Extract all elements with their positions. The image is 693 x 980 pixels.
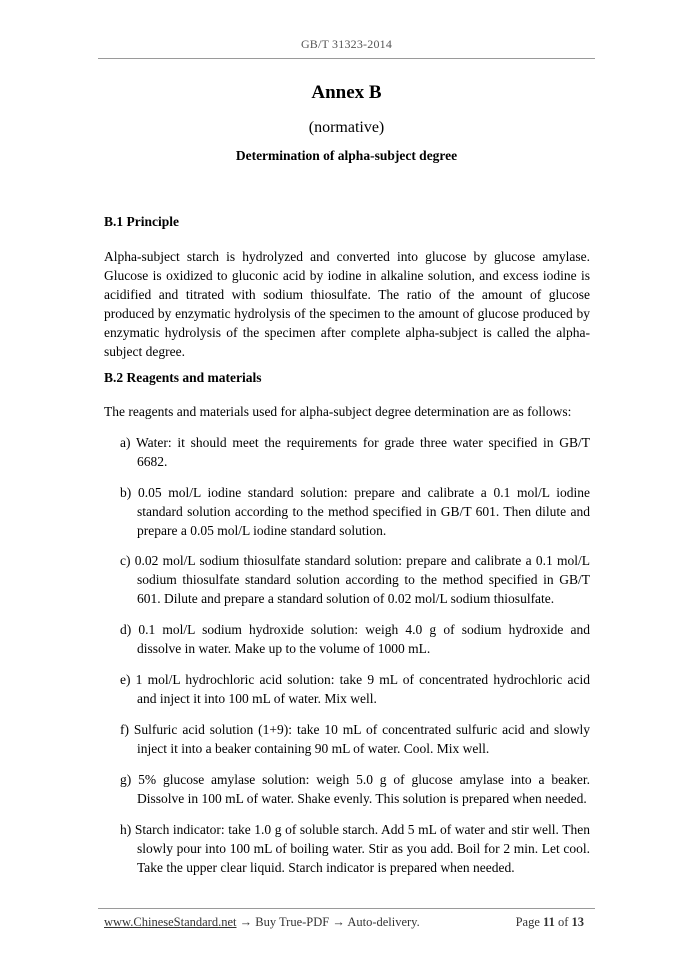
list-item-g: g) 5% glucose amylase solution: weigh 5.0 g of glucose amylase into a beaker. Dissolve in 100 mL of water. Shake evenly. This solution is prepared when needed.: [120, 772, 590, 806]
footer-divider: [98, 908, 595, 909]
list-item-d: d) 0.1 mol/L sodium hydroxide solution: weigh 4.0 g of sodium hydroxide and dissolve in water. Make up to the volume of 1000 mL.: [120, 622, 590, 656]
arrow-icon: →: [239, 915, 253, 929]
page-current: 11: [543, 915, 555, 929]
section-b1-title: B.1 Principle: [104, 214, 179, 229]
page-number: [516, 915, 584, 930]
buy-text: Buy True-PDF: [255, 915, 330, 929]
list-item-a: a) Water: it should meet the requirements for grade three water specified in GB/T 6682.: [120, 435, 590, 469]
annex-subtitle: (normative): [308, 119, 385, 136]
page-label: Page: [515, 915, 540, 929]
annex-heading: Determination of alpha-subject degree: [235, 148, 458, 163]
list-item-b: b) 0.05 mol/L iodine standard solution: prepare and calibrate a 0.1 mol/L iodine standard solution according to the method specified in GB/T 601. Then dilute and prepare a 0.05 mol/L iodine standard solution.: [120, 485, 590, 538]
delivery-text: Auto-delivery.: [347, 915, 420, 929]
section-b2-title: B.2 Reagents and materials: [104, 370, 262, 385]
list-item-c: c) 0.02 mol/L sodium thiosulfate standard solution: prepare and calibrate a 0.1 mol/L sodium thiosulfate standard solution according to the method specified in GB/T 601. Dilute and prepare a standard solution of 0.02 mol/L sodium thiosulfate.: [120, 553, 590, 606]
header-divider: [98, 58, 595, 59]
section-b1-text: Alpha-subject starch is hydrolyzed and converted into glucose by glucose amylase. Glucose is oxidized to gluconic acid by iodine in alkaline solution, and excess iodine is acidified and titrated with sodium thiosulfate. The ratio of the amount of glucose produced by enzymatic hydrolysis of the specimen to the amount of glucose produced by enzymatic hydrolysis of the specimen after complete alpha-subject is called the alpha-subject degree.: [104, 249, 590, 359]
annex-title: Annex B: [311, 82, 382, 103]
site-link[interactable]: www.ChineseStandard.net: [104, 915, 237, 929]
list-item-h: h) Starch indicator: take 1.0 g of soluble starch. Add 5 mL of water and stir well. Then slowly pour into 100 mL of boiling water. Stir as you add. Boil for 2 min. Let cool. Take the upper clear liquid. Starch indicator is prepared when needed.: [120, 822, 590, 875]
of-label: of: [557, 915, 569, 929]
header-standard-code: GB/T 31323-2014: [300, 37, 393, 51]
arrow-icon-2: →: [332, 915, 345, 929]
footer-promo: [104, 915, 420, 930]
page-total: 13: [571, 915, 584, 929]
list-item-f: f) Sulfuric acid solution (1+9): take 10 mL of concentrated sulfuric acid and slowly inject it into a beaker containing 90 mL of water. Cool. Mix well.: [120, 722, 590, 756]
section-b2-intro: The reagents and materials used for alpha-subject degree determination are as follows:: [104, 404, 572, 419]
list-item-e: e) 1 mol/L hydrochloric acid solution: take 9 mL of concentrated hydrochloric acid and inject it into 100 mL of water. Mix well.: [120, 672, 590, 706]
